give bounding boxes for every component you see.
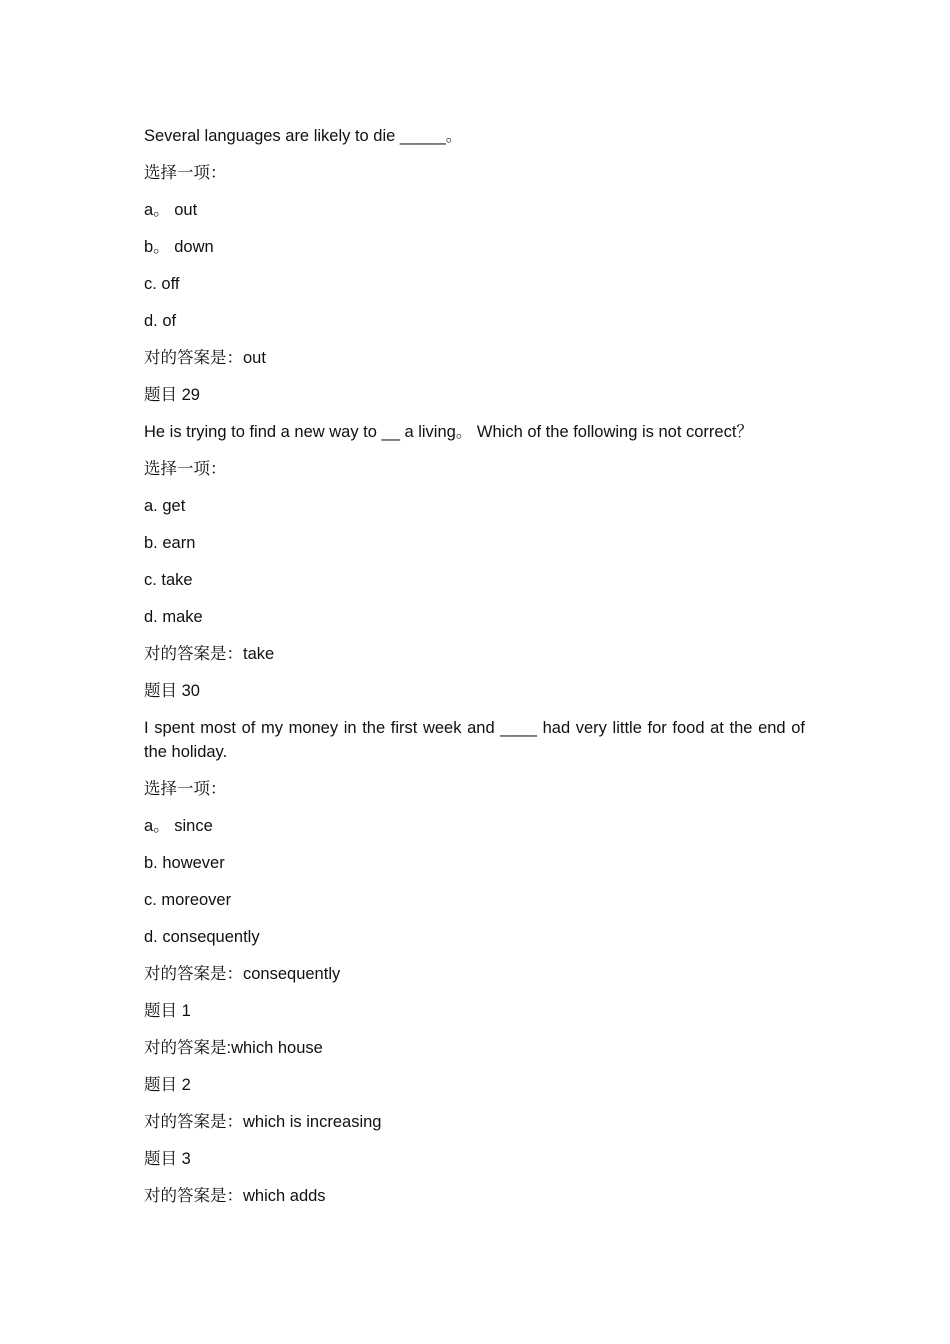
question-text: He is trying to find a new way to __ a living。 Which of the following is not correct？ [144,423,753,441]
option-a: a。 out [144,201,198,219]
choose-one-label: 选择一项： [144,164,227,182]
option-c: c. off [144,275,180,293]
question-text: I spent most of my money in the first week and ____ had very little for food at the end of the holiday. [144,719,810,761]
option-c: c. take [144,571,193,589]
question-number: 题目 29 [144,386,200,404]
document-body [144,124,810,1221]
option-d: d. consequently [144,928,260,946]
question-text: Several languages are likely to die _____。 [144,127,463,145]
question-number: 题目 3 [144,1150,191,1168]
correct-answer: 对的答案是：which is increasing [144,1113,382,1131]
correct-answer: 对的答案是：out [144,349,266,367]
question-number: 题目 1 [144,1002,191,1020]
choose-one-label: 选择一项： [144,780,227,798]
option-d: d. make [144,608,203,626]
choose-one-label: 选择一项： [144,460,227,478]
correct-answer: 对的答案是:which house [144,1039,323,1057]
correct-answer: 对的答案是：consequently [144,965,341,983]
question-number: 题目 30 [144,682,200,700]
option-c: c. moreover [144,891,232,909]
option-b: b. however [144,854,225,872]
option-b: b。 down [144,238,214,256]
option-a: a. get [144,497,186,515]
option-b: b. earn [144,534,196,552]
correct-answer: 对的答案是：take [144,645,275,663]
option-a: a。 since [144,817,213,835]
correct-answer: 对的答案是：which adds [144,1187,326,1205]
option-d: d. of [144,312,177,330]
question-number: 题目 2 [144,1076,191,1094]
